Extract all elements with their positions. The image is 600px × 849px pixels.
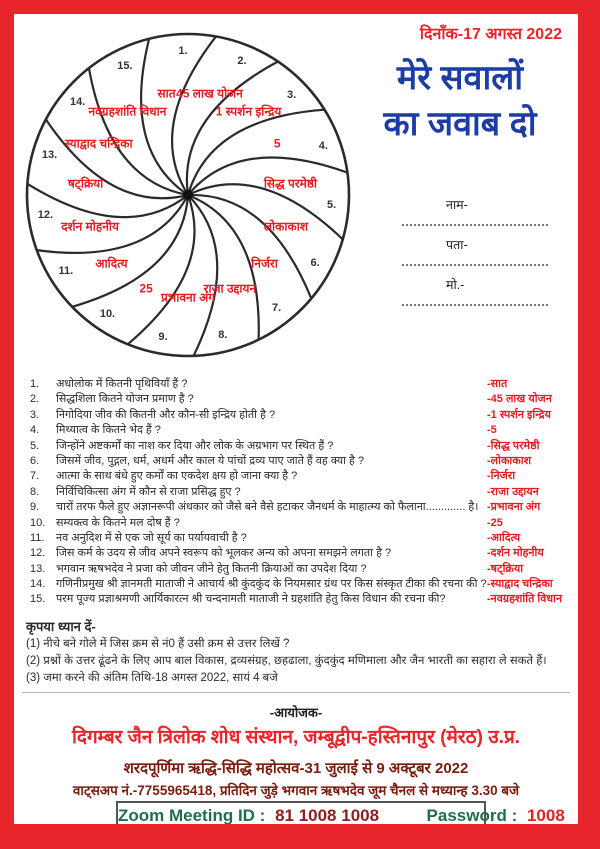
page-title <box>352 56 568 148</box>
question-row <box>30 485 578 500</box>
question-row <box>30 500 578 515</box>
question-row <box>30 562 578 577</box>
wheel-segment-number: 12. <box>37 209 54 222</box>
notes-items <box>26 636 566 687</box>
question-row <box>30 454 578 469</box>
wheel-segment-number: 7. <box>272 302 282 315</box>
question-text: गणिनीप्रमुख श्री ज्ञानमती माताजी ने आचार्य श्री कुंदकुंद के नियमसार ग्रंथ पर किस संस्कृत टीका की रचना की ? <box>56 578 487 591</box>
question-row <box>30 423 578 438</box>
zoom-id-value: 81 1008 1008 <box>275 806 380 825</box>
whatsapp-line: वाट्सअप नं.-7755965418, प्रतिदिन जुड़े भगवान ऋषभदेव जूम चैनल से मध्यान्ह 3.30 बजे <box>72 783 520 798</box>
name-field-line <box>402 224 548 226</box>
question-text: परम पूज्य प्रज्ञाश्रमणी आर्यिकारत्न श्री चन्दनामती माताजी ने ग्रहशांति हेतु किस विधान की रचना की? <box>56 593 446 606</box>
wheel-segment-number: 1. <box>178 45 188 58</box>
title-line-1: मेरे सवालों <box>396 59 524 97</box>
question-row <box>30 577 578 592</box>
note-item: (1) नीचे बने गोले में जिस क्रम से नं0 हैं उसी क्रम से उत्तर लिखें ? <box>26 638 290 650</box>
wheel-spoke <box>188 195 217 356</box>
question-answer: -1 स्पर्शन इन्द्रिय <box>487 408 551 421</box>
question-number: 15. <box>30 593 46 606</box>
question-number: 3. <box>30 408 40 421</box>
mobile-label: मो.- <box>446 278 465 292</box>
password-value: 1008 <box>526 806 565 825</box>
question-answer: -दर्शन मोहनीय <box>487 547 544 560</box>
wheel-segment-label: सिद्ध परमेष्ठी <box>263 176 318 191</box>
name-label: नाम- <box>446 198 468 212</box>
question-answer: -5 <box>487 424 497 437</box>
question-answer: -षट्क्रिया <box>487 562 524 575</box>
wheel-segment-number: 13. <box>41 149 58 162</box>
wheel-segment-label: दर्शन मोहनीय <box>61 219 119 234</box>
wheel-segment-number: 9. <box>158 330 168 343</box>
question-number: 8. <box>30 485 40 498</box>
wheel-segment-number: 6. <box>310 256 320 269</box>
footer-divider <box>22 692 570 693</box>
wheel-segment-label: आदित्य <box>95 256 128 271</box>
question-row <box>30 408 578 423</box>
wheel-spoke <box>187 62 278 196</box>
question-text: नव अनुदिश में से एक जो सूर्य का पर्यायवाची है ? <box>56 531 247 544</box>
wheel-segment-number: 14. <box>70 96 86 109</box>
wheel-segment-number: 8. <box>218 328 228 341</box>
question-row <box>30 516 578 531</box>
question-answer: -सिद्ध परमेष्ठी <box>487 439 540 452</box>
question-number: 9. <box>30 501 40 514</box>
question-row <box>30 546 578 561</box>
wheel-segment-label: 25 <box>139 281 153 296</box>
question-text: जिन्होंने अष्टकर्मों का नाश कर दिया और लोक के अग्रभाग पर स्थित हैं ? <box>56 439 334 452</box>
question-answer: -लोकाकाश <box>487 454 532 467</box>
question-number: 10. <box>30 516 46 529</box>
mobile-field-line <box>402 304 548 306</box>
title-line-2: का जवाब दो <box>383 104 537 143</box>
organization-name: दिगम्बर जैन त्रिलोक शोध संस्थान, जम्बूद्वीप-हस्तिनापुर (मेरठ) उ.प्र. <box>71 727 521 748</box>
question-number: 14. <box>30 578 46 591</box>
question-answer: -45 लाख योजन <box>487 393 552 406</box>
address-label: पता- <box>446 238 468 252</box>
question-number: 2. <box>30 393 40 406</box>
password-label: Password : <box>426 806 518 825</box>
question-answer: -25 <box>487 516 503 529</box>
wheel-segment-label: 1 स्पर्शन इन्द्रिय <box>215 104 282 119</box>
question-answer: -प्रभावना अंग <box>487 501 541 514</box>
question-text: निर्विचिकित्सा अंग में कौन से राजा प्रसिद्ध हुए ? <box>56 485 241 498</box>
question-row <box>30 392 578 407</box>
notes-heading: कृपया ध्यान दें- <box>26 619 96 634</box>
question-number: 13. <box>30 562 46 575</box>
wheel-segment-number: 2. <box>237 55 247 68</box>
question-text: निगोदिया जीव की कितनी और कौन-सी इन्द्रिय होती है ? <box>56 408 276 421</box>
wheel-segment-label: लोकाकाश <box>263 219 308 234</box>
question-row <box>30 439 578 454</box>
note-item: (2) प्रश्नों के उत्तर ढूंढने के लिए आप बाल विकास, द्रव्यसंग्रह, छहढाला, कुंदकुंद मणिमाला और जैन भारती का सहारा ले सकते हैं। <box>26 655 547 667</box>
question-answer: -स्याद्वाद चन्द्रिका <box>487 578 553 591</box>
wheel-segment-label: स्याद्वाद चन्द्रिका <box>65 136 133 150</box>
question-wheel-diagram <box>20 27 356 363</box>
zoom-id-label: Zoom Meeting ID : <box>118 806 266 825</box>
wheel-segment-label: सात <box>157 86 176 101</box>
question-answer: -आदित्य <box>487 531 521 544</box>
question-answer: -राजा उद्दायन <box>487 485 539 498</box>
question-number: 6. <box>30 454 40 467</box>
wheel-segment-label: 45 लाख योजन <box>176 86 243 101</box>
question-text: मिथ्यात्व के कितने भेद हैं ? <box>56 424 161 437</box>
question-number: 4. <box>30 424 40 437</box>
wheel-segment-number: 5. <box>327 199 337 212</box>
entry-form <box>402 196 548 316</box>
question-number: 11. <box>30 531 45 544</box>
question-answer: -नवग्रहशांति विधान <box>487 593 563 606</box>
wheel-segment-number: 11. <box>58 265 74 278</box>
question-number: 1. <box>30 378 40 390</box>
wheel-hub <box>183 190 193 200</box>
wheel-segment-number: 15. <box>117 59 133 72</box>
question-number: 5. <box>30 439 40 452</box>
question-row <box>30 469 578 484</box>
wheel-segment-label: 5 <box>273 136 281 150</box>
note-item: (3) जमा करने की अंतिम तिथि-18 अगस्त 2022, सायं 4 बजे <box>26 672 278 684</box>
date-text: दिनाँक-17 अगस्त 2022 <box>419 26 562 43</box>
zoom-meeting-box <box>116 801 565 832</box>
question-text: सिद्धशिला कितने योजन प्रमाण है ? <box>56 393 194 406</box>
festival-line: शरदपूर्णिमा ऋद्धि-सिद्धि महोत्सव-31 जुलाई से 9 अक्टूबर 2022 <box>123 760 469 777</box>
question-text: चारों तरफ फैले हुए अज्ञानरूपी अंधकार को जैसे बने वैसे हटाकर जैनधर्म के माहात्म्य को फैलाना............. है। <box>56 501 479 514</box>
wheel-svg <box>20 27 356 363</box>
question-row <box>30 377 578 392</box>
wheel-segment-label: निर्जरा <box>251 256 278 271</box>
question-text: अधोलोक में कितनी पृथिवियाँ हैं ? <box>56 378 188 390</box>
question-answer: -सात <box>487 378 508 390</box>
question-number: 12. <box>30 547 46 560</box>
organizer-label: -आयोजक- <box>269 705 323 720</box>
question-row <box>30 531 578 546</box>
question-number: 7. <box>30 470 40 483</box>
wheel-segment-number: 3. <box>286 88 297 101</box>
notes-section <box>26 618 566 687</box>
question-answer: -निर्जरा <box>487 470 516 483</box>
question-text: सम्यक्त्व के कितने मल दोष हैं ? <box>56 516 180 529</box>
question-text: आत्मा के साथ बंधे हुए कर्मों का एकदेश क्षय हो जाना क्या है ? <box>56 470 298 483</box>
wheel-segment-label: नवग्रहशांति विधान <box>88 104 167 119</box>
wheel-segment-label: षट्क्रिया <box>67 176 104 191</box>
wheel-segment-number: 10. <box>99 308 116 321</box>
question-text: भगवान ऋषभदेव ने प्रजा को जीवन जीने हेतु कितनी क्रियाओं का उपदेश दिया ? <box>56 562 367 575</box>
address-field-line <box>402 264 548 266</box>
wheel-segment-number: 4. <box>318 139 328 152</box>
question-row <box>30 592 578 607</box>
question-text: जिस कर्म के उदय से जीव अपने स्वरूप को भूलकर अन्य को अपना समझने लगता है ? <box>56 547 392 560</box>
wheel-segment-label: राजा उद्दायन <box>203 281 257 296</box>
questions-list <box>30 377 578 608</box>
wheel-segment-label: प्रभावना अंग <box>160 290 216 305</box>
question-text: जिसमें जीव, पुद्गल, धर्म, अधर्म और काल ये पांचों द्रव्य पाए जाते हैं वह क्या है ? <box>56 454 365 467</box>
